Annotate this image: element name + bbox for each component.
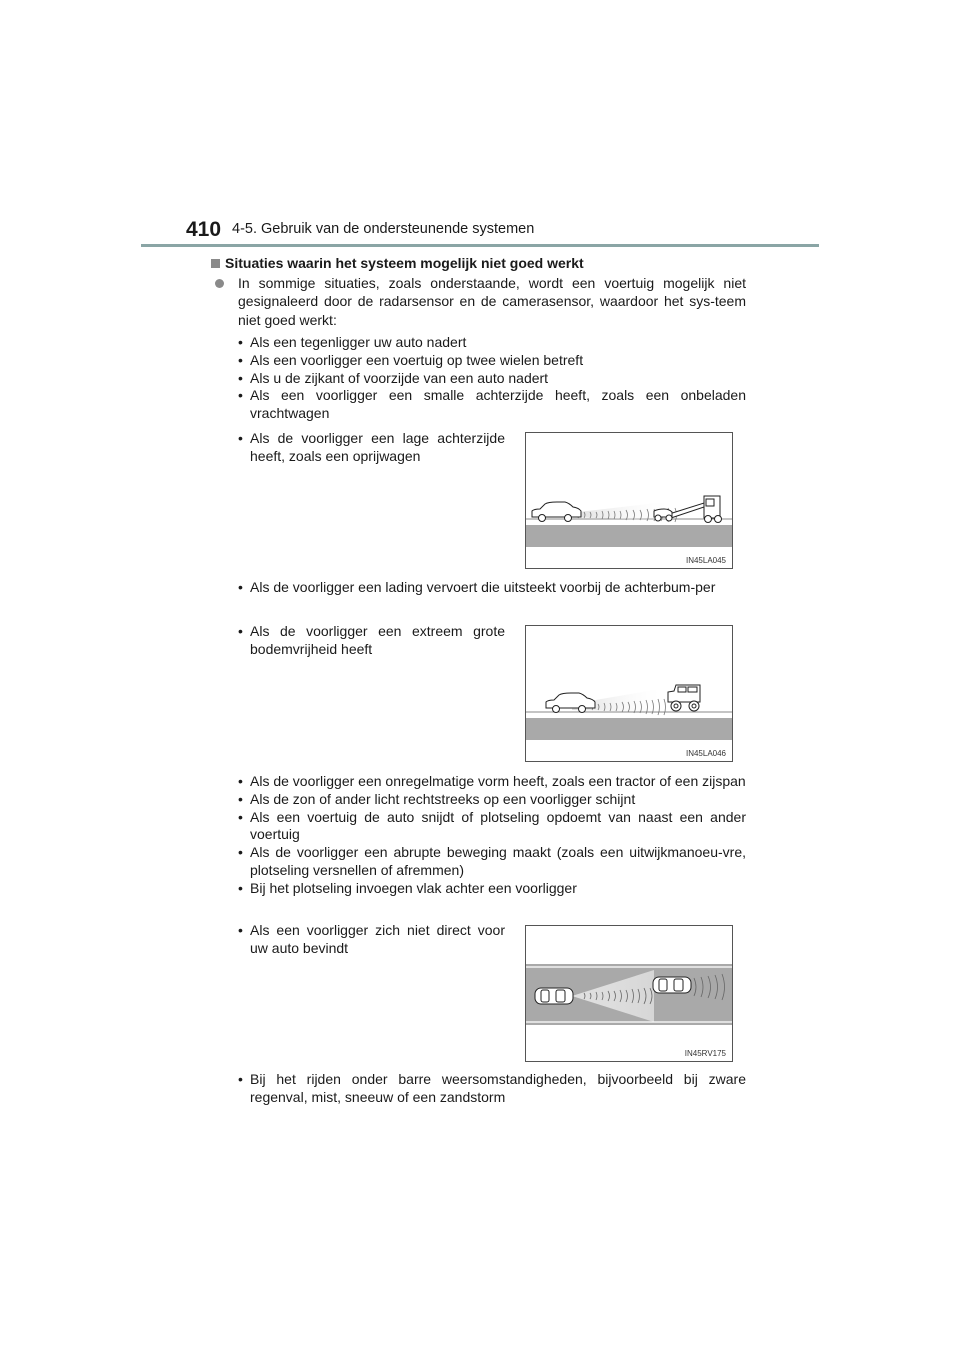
illustration-car-offset-lane xyxy=(526,926,732,1061)
bullet-list xyxy=(238,623,505,659)
figure-low-rear-vehicle xyxy=(525,432,733,569)
list-item: • Als de voorligger een lage achterzijde heeft, zoals een oprijwagen xyxy=(238,430,505,466)
list-item: • Bij het rijden onder barre weersomstandigheden, bijvoorbeeld bij zware regenval, mist, sneeuw of een zandstorm xyxy=(238,1071,746,1107)
header-divider xyxy=(141,244,819,247)
intro-text: In sommige situaties, zoals onderstaande, wordt een voertuig mogelijk niet gesignaleerd door de radarsensor en de camerasensor, waardoor het sys-teem niet goed werkt: xyxy=(238,275,746,328)
figure-code: IN45LA045 xyxy=(685,556,726,565)
section-title: 4-5. Gebruik van de ondersteunende systemen xyxy=(232,221,535,237)
bullet-list xyxy=(238,1071,746,1107)
list-item: • Als de voorligger een abrupte beweging maakt (zoals een uitwijkmanoeu-vre, plotseling versnellen of afremmen) xyxy=(238,844,746,880)
page-number: 410 xyxy=(186,218,222,241)
bullet-list xyxy=(238,773,746,898)
illustration-car-behind-suv xyxy=(526,626,732,761)
list-item: • Als een tegenligger uw auto nadert xyxy=(238,334,746,352)
bullet-list xyxy=(238,430,505,466)
list-item: • Als de voorligger een onregelmatige vorm heeft, zoals een tractor of een zijspan xyxy=(238,773,746,791)
figure-code: IN45LA046 xyxy=(685,749,726,758)
circle-bullet-icon xyxy=(215,279,224,288)
list-item: • Als de zon of ander licht rechtstreeks op een voorligger schijnt xyxy=(238,791,746,809)
figure-offset-vehicle xyxy=(525,925,733,1062)
bullet-list xyxy=(238,579,746,597)
figure-high-clearance-vehicle xyxy=(525,625,733,762)
square-bullet-icon xyxy=(211,259,220,268)
illustration-car-behind-tow-truck xyxy=(526,433,732,568)
list-item: • Als een voorligger een voertuig op twee wielen betreft xyxy=(238,352,746,370)
list-item: • Als een voertuig de auto snijdt of plotseling opdoemt van naast een ander voertuig xyxy=(238,809,746,845)
list-item: • Als de voorligger een extreem grote bodemvrijheid heeft xyxy=(238,623,505,659)
subsection-heading-text: Situaties waarin het systeem mogelijk niet goed werkt xyxy=(225,255,584,271)
bullet-list xyxy=(238,334,746,423)
list-item: • Als een voorligger zich niet direct voor uw auto bevindt xyxy=(238,922,505,958)
intro-paragraph xyxy=(215,274,746,329)
bullet-list xyxy=(238,922,505,958)
list-item: • Bij het plotseling invoegen vlak achter een voorligger xyxy=(238,880,746,898)
list-item: • Als de voorligger een lading vervoert die uitsteekt voorbij de achterbum-per xyxy=(238,579,746,597)
list-item: • Als een voorligger een smalle achterzijde heeft, zoals een onbeladen vrachtwagen xyxy=(238,387,746,423)
figure-code: IN45RV175 xyxy=(684,1049,726,1058)
list-item: • Als u de zijkant of voorzijde van een auto nadert xyxy=(238,370,746,388)
subsection-heading xyxy=(211,255,584,271)
